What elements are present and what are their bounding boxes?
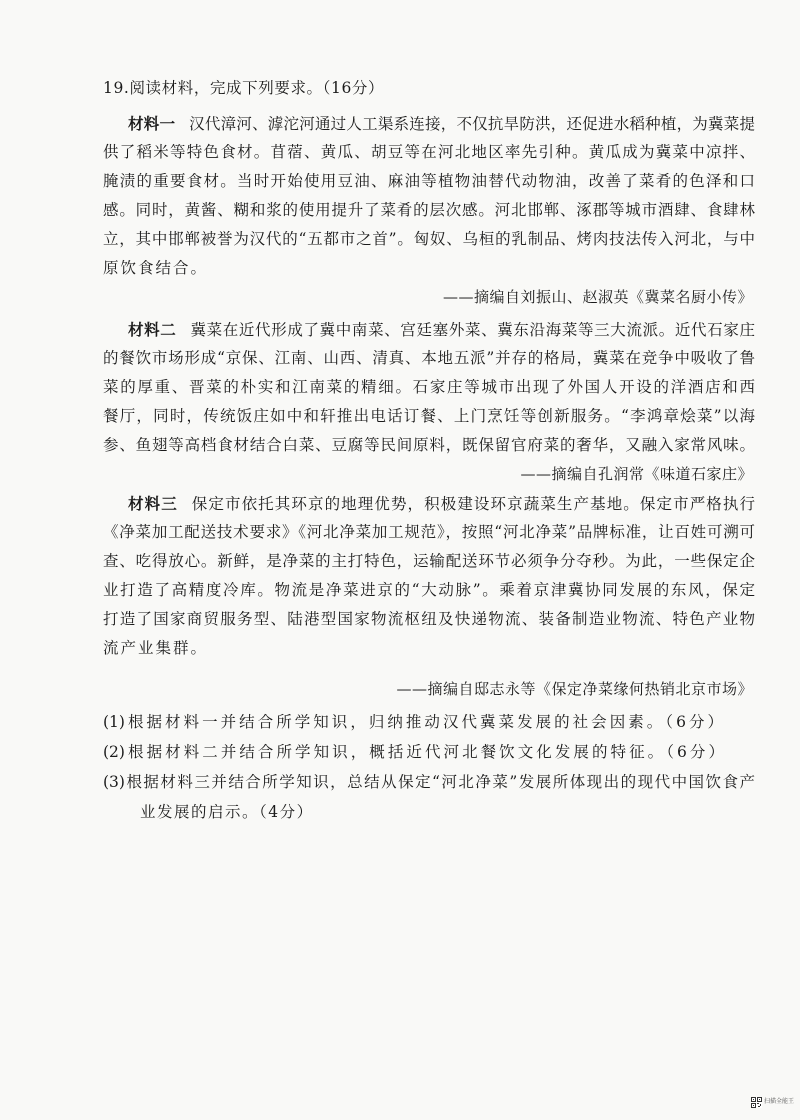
- material-line: [103, 315, 755, 344]
- sub-question-number: (2): [103, 743, 125, 761]
- material-1: [103, 109, 755, 312]
- material-source: ——摘编自邸志永等《保定净菜缘何热销北京市场》: [396, 680, 753, 698]
- sub-question-3: [103, 767, 755, 797]
- material-line: 腌渍的重要食材。当时开始使用豆油、麻油等植物油替代动物油，改善了菜肴的色泽和口: [103, 172, 755, 190]
- material-line: 流产业集群。: [103, 639, 209, 657]
- question-title: 19.阅读材料，完成下列要求。（16分）: [103, 79, 385, 97]
- material-text: 保定市依托其环京的地理优势，积极建设环京蔬菜生产基地。保定市严格执行: [191, 495, 755, 513]
- sub-question-1: [103, 707, 723, 737]
- sub-question-number: (1): [103, 713, 125, 731]
- sub-questions: [103, 707, 755, 827]
- material-line: 感。同时，黄酱、糊和浆的使用提升了菜肴的层次感。河北邯郸、涿郡等城市酒肆、食肆林: [103, 201, 755, 219]
- material-line: 原饮食结合。: [103, 259, 209, 277]
- sub-question-text: 根据材料二并结合所学知识，概括近代河北餐饮文化发展的特征。（6分）: [124, 743, 724, 761]
- material-line: 菜的厚重、晋菜的朴实和江南菜的精细。石家庄等城市出现了外国人开设的洋酒店和西: [103, 378, 755, 396]
- material-line: 参、鱼翅等高档食材结合白菜、豆腐等民间原料，既保留官府菜的奢华，又融入家常风味。: [103, 436, 755, 454]
- material-3: [103, 489, 755, 704]
- material-line: 业打造了高精度冷库。物流是净菜进京的“大动脉”。乘着京津冀协同发展的东风，保定: [103, 581, 755, 599]
- sub-question-number: (3): [103, 773, 125, 791]
- sub-question-text: 根据材料三并结合所学知识，总结从保定“河北净菜”发展所体现出的现代中国饮食产: [124, 773, 755, 791]
- watermark-text: 扫描全能王: [764, 1098, 795, 1105]
- material-line: [103, 109, 755, 138]
- sub-question-text: 根据材料一并结合所学知识，归纳推动汉代冀菜发展的社会因素。（6分）: [124, 713, 723, 731]
- qr-code-icon: [751, 1097, 762, 1108]
- material-2: [103, 315, 755, 489]
- material-line: 《净菜加工配送技术要求》《河北净菜加工规范》，按照“河北净菜”品牌标准，让百姓可溯可: [103, 523, 755, 541]
- sub-question-2: [103, 737, 724, 767]
- material-label: 材料一: [128, 114, 176, 133]
- material-line: 餐厅，同时，传统饭庄如中和轩推出电话订餐、上门烹饪等创新服务。“李鸿章烩菜”以海: [103, 407, 755, 425]
- material-line: 查、吃得放心。新鲜，是净菜的主打特色，运输配送环节必须争分夺秒。为此，一些保定企: [103, 552, 755, 570]
- material-line: 供了稻米等特色食材。苜蓿、黄瓜、胡豆等在河北地区率先引种。黄瓜成为冀菜中凉拌、: [103, 143, 755, 161]
- material-line: 的餐饮市场形成“京保、江南、山西、清真、本地五派”并存的格局，冀菜在竞争中吸收了鲁: [103, 349, 755, 367]
- material-line: [103, 489, 755, 518]
- material-text: 汉代漳河、滹沱河通过人工渠系连接，不仅抗旱防洪，还促进水稻种植，为冀菜提: [189, 115, 755, 133]
- material-label: 材料三: [128, 494, 178, 513]
- material-label: 材料二: [128, 320, 177, 339]
- material-line: 打造了国家商贸服务型、陆港型国家物流枢纽及快递物流、装备制造业物流、特色产业物: [103, 610, 755, 628]
- material-text: 冀菜在近代形成了冀中南菜、宫廷塞外菜、冀东沿海菜等三大流派。近代石家庄: [190, 321, 755, 339]
- sub-question-3-continued: 业发展的启示。（4分）: [140, 803, 314, 821]
- material-source: ——摘编自刘振山、赵淑英《冀菜名厨小传》: [442, 288, 753, 306]
- material-source: ——摘编自孔润常《味道石家庄》: [520, 465, 753, 483]
- material-line: 立，其中邯郸被誉为汉代的“五都市之首”。匈奴、乌桓的乳制品、烤肉技法传入河北，与中: [103, 230, 755, 248]
